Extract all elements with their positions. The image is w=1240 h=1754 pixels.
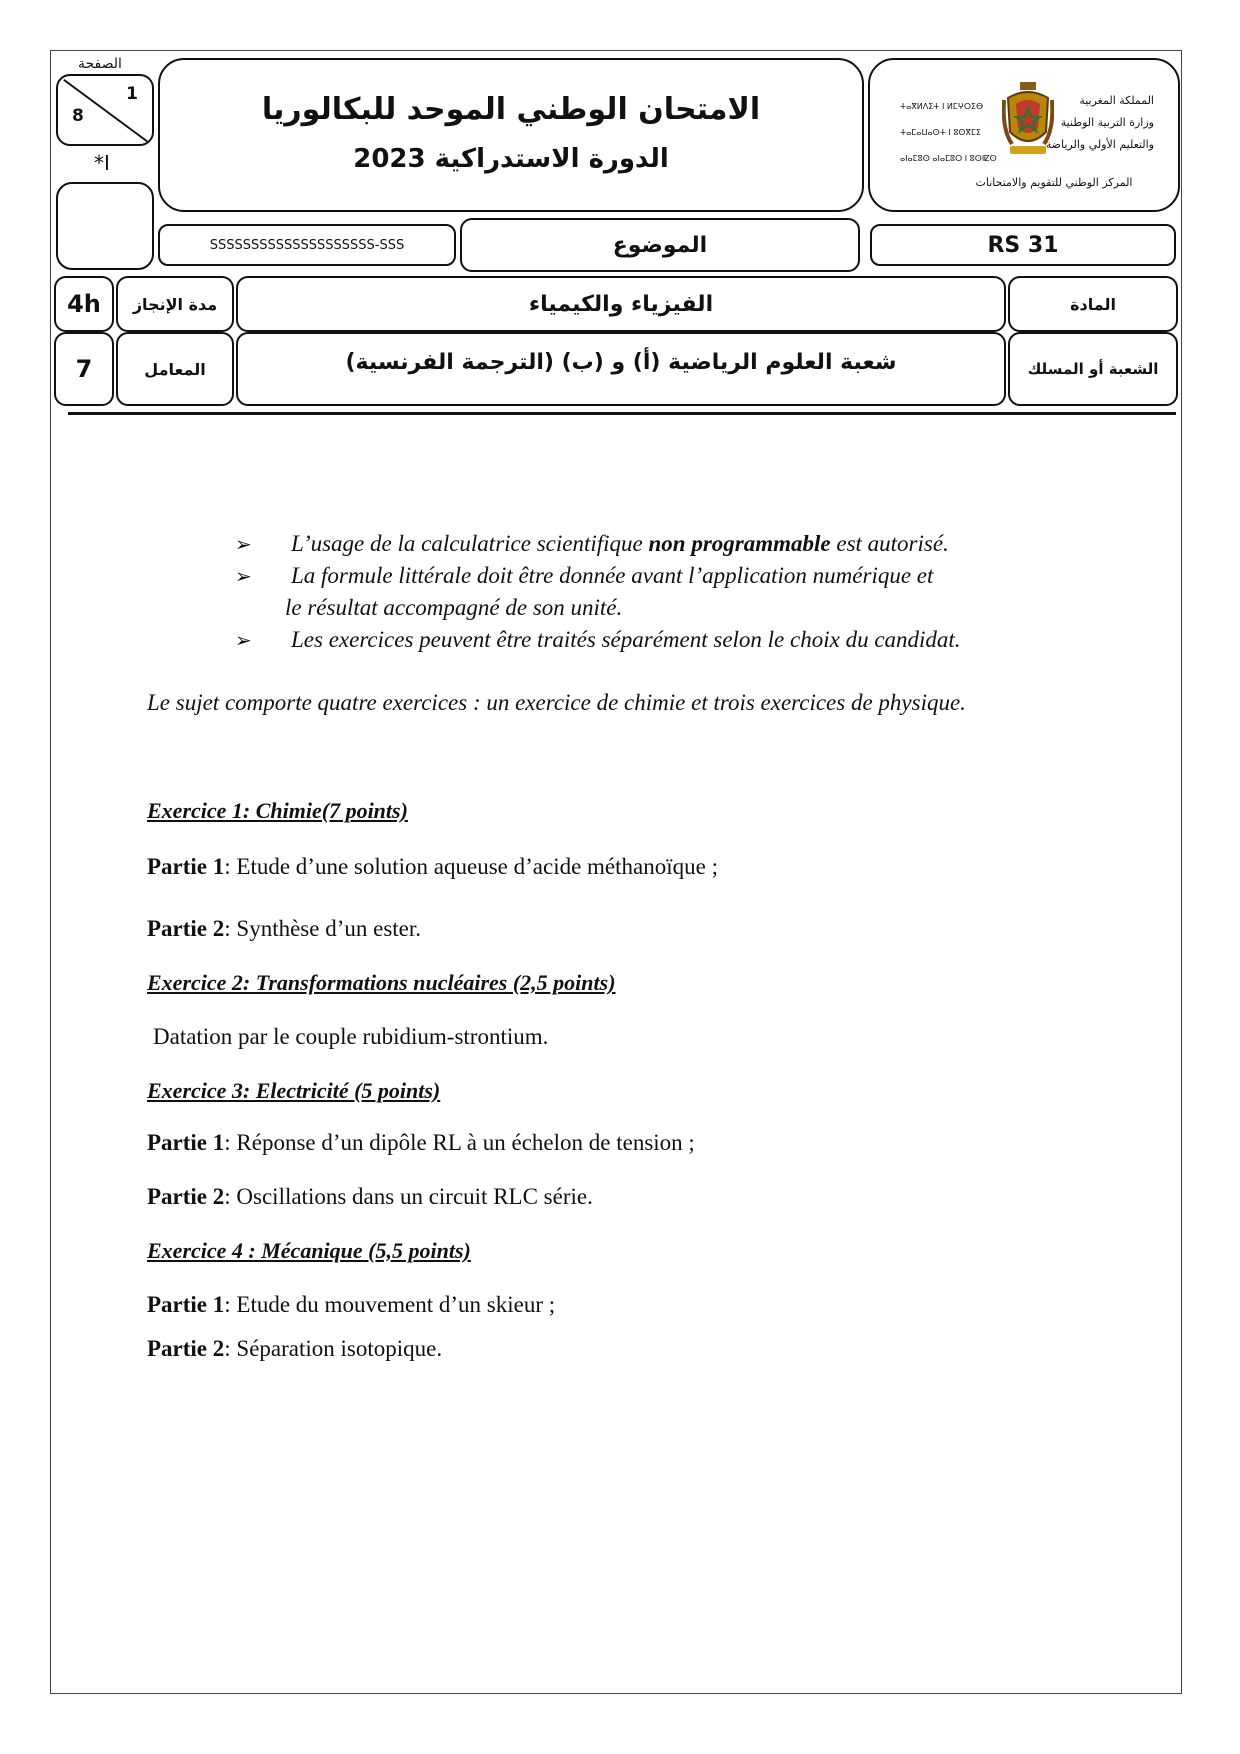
part-label: Partie 2 bbox=[147, 916, 225, 941]
evaluation-center-name: المركز الوطني للتقويم والامتحانات bbox=[975, 176, 1133, 189]
exercise-3-part-2 bbox=[147, 1184, 593, 1210]
exercise-4-part-1 bbox=[147, 1292, 555, 1318]
exam-title-box bbox=[158, 58, 864, 212]
exercise-4-title: Exercice 4 : Mécanique (5,5 points) bbox=[147, 1238, 471, 1263]
tifinagh-line-1: ⵜⴰⴳⵍⴷⵉⵜ ⵏ ⵍⵎⵖⵔⵉⴱ bbox=[900, 102, 984, 111]
reference-code: RS 31 bbox=[870, 224, 1176, 266]
exercise-2-title: Exercice 2: Transformations nucléaires (2,5 points) bbox=[147, 970, 616, 995]
instruction-1-end: est autorisé. bbox=[830, 531, 949, 556]
ministry-line-2: وزارة التربية الوطنية bbox=[1060, 116, 1154, 129]
duration-value: 4h bbox=[54, 276, 114, 332]
page-total: 8 bbox=[72, 106, 84, 126]
ministry-line-1: المملكة المغربية bbox=[1079, 94, 1154, 107]
ministry-arabic bbox=[1046, 90, 1154, 156]
part-text: : Séparation isotopique. bbox=[224, 1336, 443, 1361]
ministry-line-3: والتعليم الأولي والرياضة bbox=[1045, 138, 1154, 151]
exam-code-mark: *I bbox=[94, 151, 110, 175]
page-counter bbox=[56, 74, 154, 146]
part-label: Partie 1 bbox=[147, 1292, 225, 1317]
ministry-tifinagh bbox=[900, 94, 997, 172]
exercise-1-title: Exercice 1: Chimie(7 points) bbox=[147, 798, 408, 823]
exercise-4-part-2 bbox=[147, 1336, 442, 1362]
branch-label: الشعبة أو المسلك bbox=[1008, 332, 1178, 406]
exercise-3-part-1 bbox=[147, 1130, 695, 1156]
part-label: Partie 1 bbox=[147, 854, 225, 879]
page-current: 1 bbox=[126, 84, 138, 104]
exam-session: الدورة الاستدراكية 2023 bbox=[353, 144, 669, 174]
header-divider bbox=[68, 412, 1176, 415]
subject-field-label: المادة bbox=[1008, 276, 1178, 332]
part-text: : Synthèse d’un ester. bbox=[224, 916, 422, 941]
tifinagh-line-2: ⵜⴰⵎⴰⵡⴰⵙⵜ ⵏ ⵓⵙⴳⵎⵉ bbox=[900, 128, 981, 137]
instruction-2-line-1: La formule littérale doit être donnée avant l’application numérique et bbox=[291, 563, 934, 588]
exercise-2-text: Datation par le couple rubidium-strontium. bbox=[153, 1024, 549, 1049]
subject-name: الفيزياء والكيمياء bbox=[236, 276, 1006, 332]
subject-label: الموضوع bbox=[460, 218, 860, 272]
blank-box bbox=[56, 182, 154, 270]
part-label: Partie 2 bbox=[147, 1184, 225, 1209]
part-text: : Etude d’une solution aqueuse d’acide méthanoïque ; bbox=[224, 854, 718, 879]
part-label: Partie 2 bbox=[147, 1336, 225, 1361]
part-text: : Oscillations dans un circuit RLC série. bbox=[224, 1184, 593, 1209]
exam-code-string: SSSSSSSSSSSSSSSSSSSS-SSS bbox=[158, 224, 456, 266]
branch-name: شعبة العلوم الرياضية (أ) و (ب) (الترجمة الفرنسية) bbox=[236, 332, 1006, 406]
page-label: الصفحة bbox=[78, 56, 122, 72]
tifinagh-line-3: ⴰⵏⴰⵎⵓⵙ ⴰⵏⴰⵎⵓⵔ ⵏ ⵓⵙⵏⵇⵙ bbox=[900, 154, 997, 163]
arrow-bullet-icon: ➢ bbox=[235, 628, 252, 652]
coefficient-label: المعامل bbox=[116, 332, 234, 406]
instruction-3-text: Les exercices peuvent être traités séparément selon le choix du candidat. bbox=[291, 627, 961, 652]
part-label: Partie 1 bbox=[147, 1130, 225, 1155]
exam-title: الامتحان الوطني الموحد للبكالوريا bbox=[261, 92, 761, 127]
instruction-2-line-2: le résultat accompagné de son unité. bbox=[285, 595, 623, 620]
instruction-1-text: L’usage de la calculatrice scientifique bbox=[291, 531, 649, 556]
instructions-list bbox=[235, 528, 1115, 656]
instruction-item bbox=[235, 528, 1115, 560]
instruction-1-bold: non programmable bbox=[648, 531, 831, 556]
exercise-3-title: Exercice 3: Electricité (5 points) bbox=[147, 1078, 441, 1103]
arrow-bullet-icon: ➢ bbox=[235, 564, 252, 588]
subject-intro: Le sujet comporte quatre exercices : un exercice de chimie et trois exercices de physique. bbox=[147, 690, 966, 715]
instruction-item bbox=[235, 560, 1115, 624]
exercise-1-part-1 bbox=[147, 854, 718, 880]
duration-label: مدة الإنجاز bbox=[116, 276, 234, 332]
arrow-bullet-icon: ➢ bbox=[235, 532, 252, 556]
instruction-item bbox=[235, 624, 1115, 656]
ministry-logo-box bbox=[868, 58, 1180, 212]
part-text: : Réponse d’un dipôle RL à un échelon de tension ; bbox=[224, 1130, 695, 1155]
exercise-1-part-2 bbox=[147, 916, 421, 942]
part-text: : Etude du mouvement d’un skieur ; bbox=[224, 1292, 556, 1317]
coefficient-value: 7 bbox=[54, 332, 114, 406]
